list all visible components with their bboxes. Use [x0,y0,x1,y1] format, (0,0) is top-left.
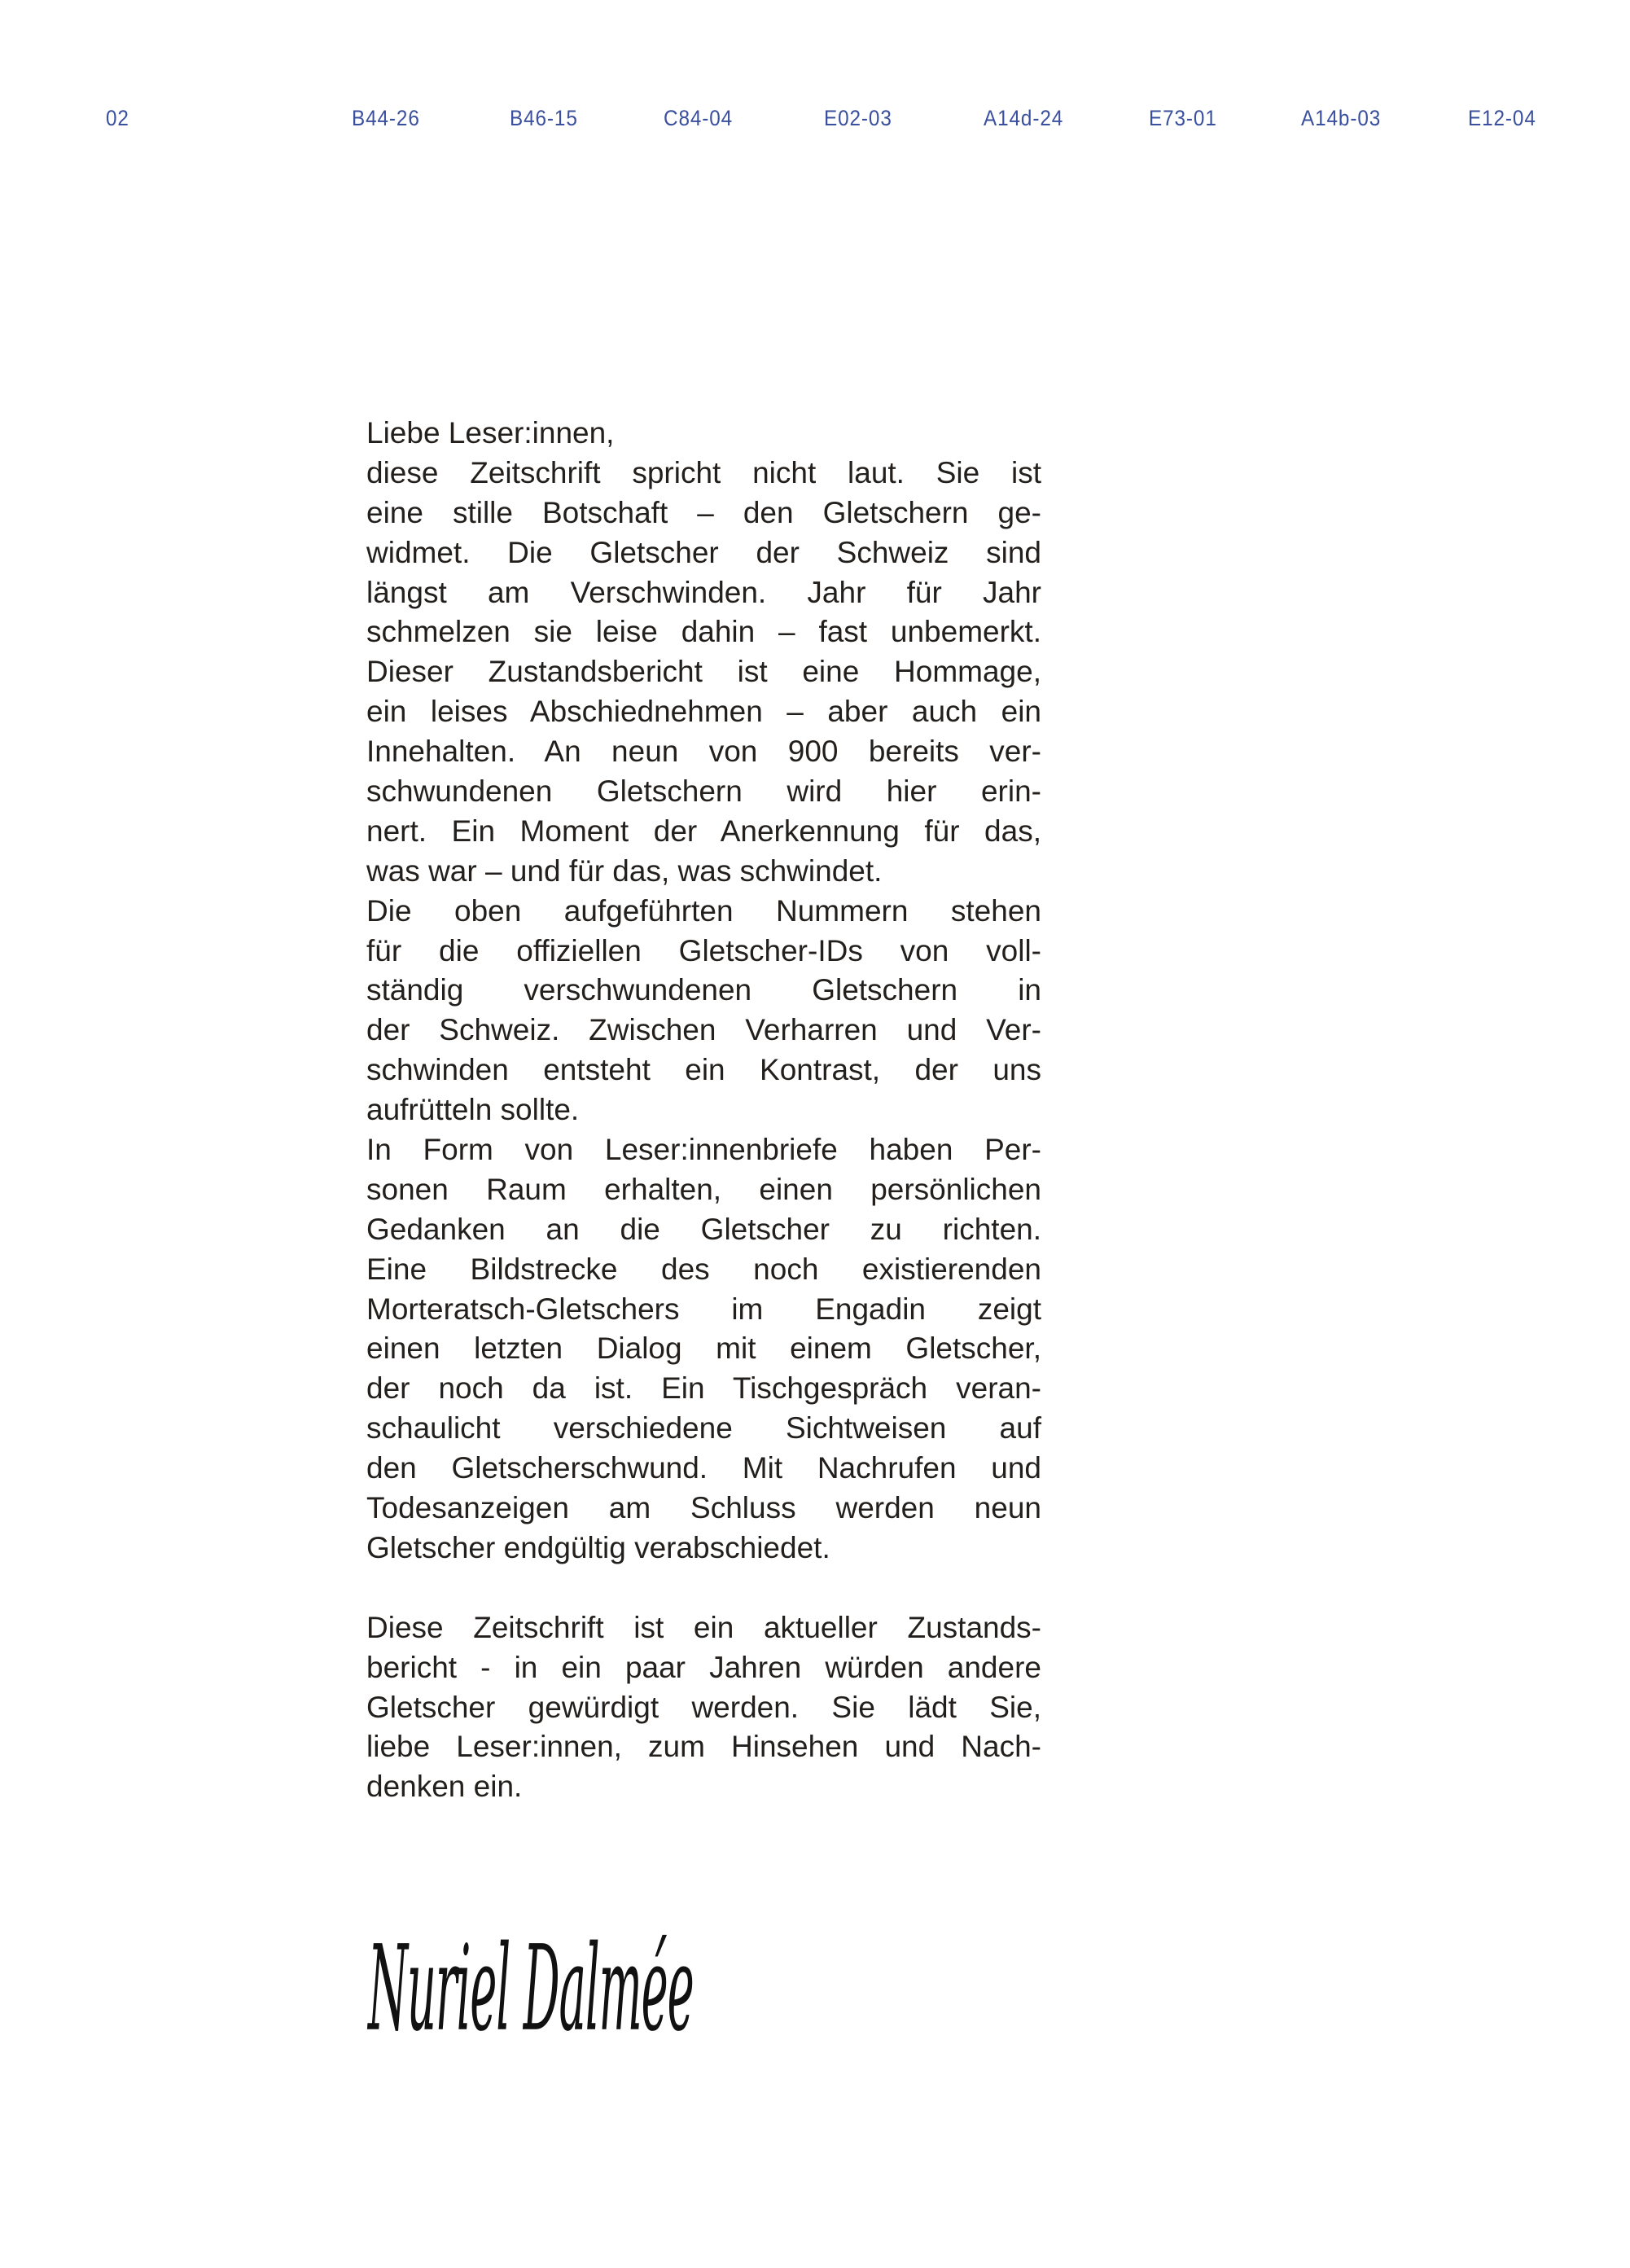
letter-line: eine stille Botschaft – den Gletschern ge- [366,495,1041,529]
letter-line: liebe Leser:innen, zum Hinsehen und Nach- [366,1730,1041,1764]
letter-line: Morteratsch-Gletschers im Engadin zeigt [366,1292,1041,1326]
letter-line: Innehalten. An neun von 900 bereits ver- [366,735,1041,769]
letter-line: den Gletscherschwund. Mit Nachrufen und [366,1451,1041,1485]
letter-line: diese Zeitschrift spricht nicht laut. Sie ist [366,455,1041,489]
letter-line: einen letzten Dialog mit einem Gletscher, [366,1331,1041,1366]
letter-line: Gedanken an die Gletscher zu richten. [366,1212,1041,1246]
letter-line: In Form von Leser:innenbriefe haben Per- [366,1133,1041,1167]
letter-line: Gletscher endgültig verabschiedet. [366,1530,830,1564]
letter-line: ein leises Abschiednehmen – aber auch ein [366,695,1041,729]
letter-line: aufrütteln sollte. [366,1093,580,1127]
glacier-id: A14b-03 [1301,106,1382,130]
letter-line: bericht - in ein paar Jahren würden andere [366,1650,1041,1684]
letter-line: Liebe Leser:innen, [366,416,615,450]
letter-line: schmelzen sie leise dahin – fast unbemerkt. [366,615,1041,649]
signature: Nuriel Dalmée [368,1919,694,2058]
letter-line: Todesanzeigen am Schluss werden neun [366,1491,1041,1525]
glacier-id: A14d-24 [984,106,1064,130]
letter-line: denken ein. [366,1770,523,1804]
page-number: 02 [106,106,129,130]
glacier-id: E02-03 [824,106,892,130]
glacier-id: E73-01 [1149,106,1217,130]
letter-line: schaulicht verschiedene Sichtweisen auf [366,1411,1041,1445]
letter-line: sonen Raum erhalten, einen persönlichen [366,1172,1041,1206]
letter-line: widmet. Die Gletscher der Schweiz sind [366,535,1041,569]
glacier-id: C84-04 [664,106,734,130]
letter-line: Die oben aufgeführten Nummern stehen [366,893,1041,928]
letter-line: nert. Ein Moment der Anerkennung für das, [366,814,1041,848]
letter-line: Diese Zeitschrift ist ein aktueller Zustands- [366,1610,1041,1644]
letter-line: ständig verschwundenen Gletschern in [366,973,1041,1007]
letter-line: der Schweiz. Zwischen Verharren und Ver- [366,1013,1041,1047]
letter-line: was war – und für das, was schwindet. [366,853,883,888]
letter-body [366,414,1041,1807]
letter-line: Gletscher gewürdigt werden. Sie lädt Sie, [366,1690,1041,1724]
blank-line [366,1568,1041,1608]
glacier-id: E12-04 [1468,106,1536,130]
glacier-id: B46-15 [510,106,578,130]
letter-line: längst am Verschwinden. Jahr für Jahr [366,575,1041,609]
letter-line: schwinden entsteht ein Kontrast, der uns [366,1053,1041,1087]
letter-line: schwundenen Gletschern wird hier erin- [366,774,1041,809]
letter-line: für die offiziellen Gletscher-IDs von voll- [366,933,1041,967]
letter-line: der noch da ist. Ein Tischgespräch veran- [366,1371,1041,1406]
letter-line: Dieser Zustandsbericht ist eine Hommage, [366,655,1041,689]
glacier-id: B44-26 [352,106,420,130]
letter-line: Eine Bildstrecke des noch existierenden [366,1252,1041,1286]
